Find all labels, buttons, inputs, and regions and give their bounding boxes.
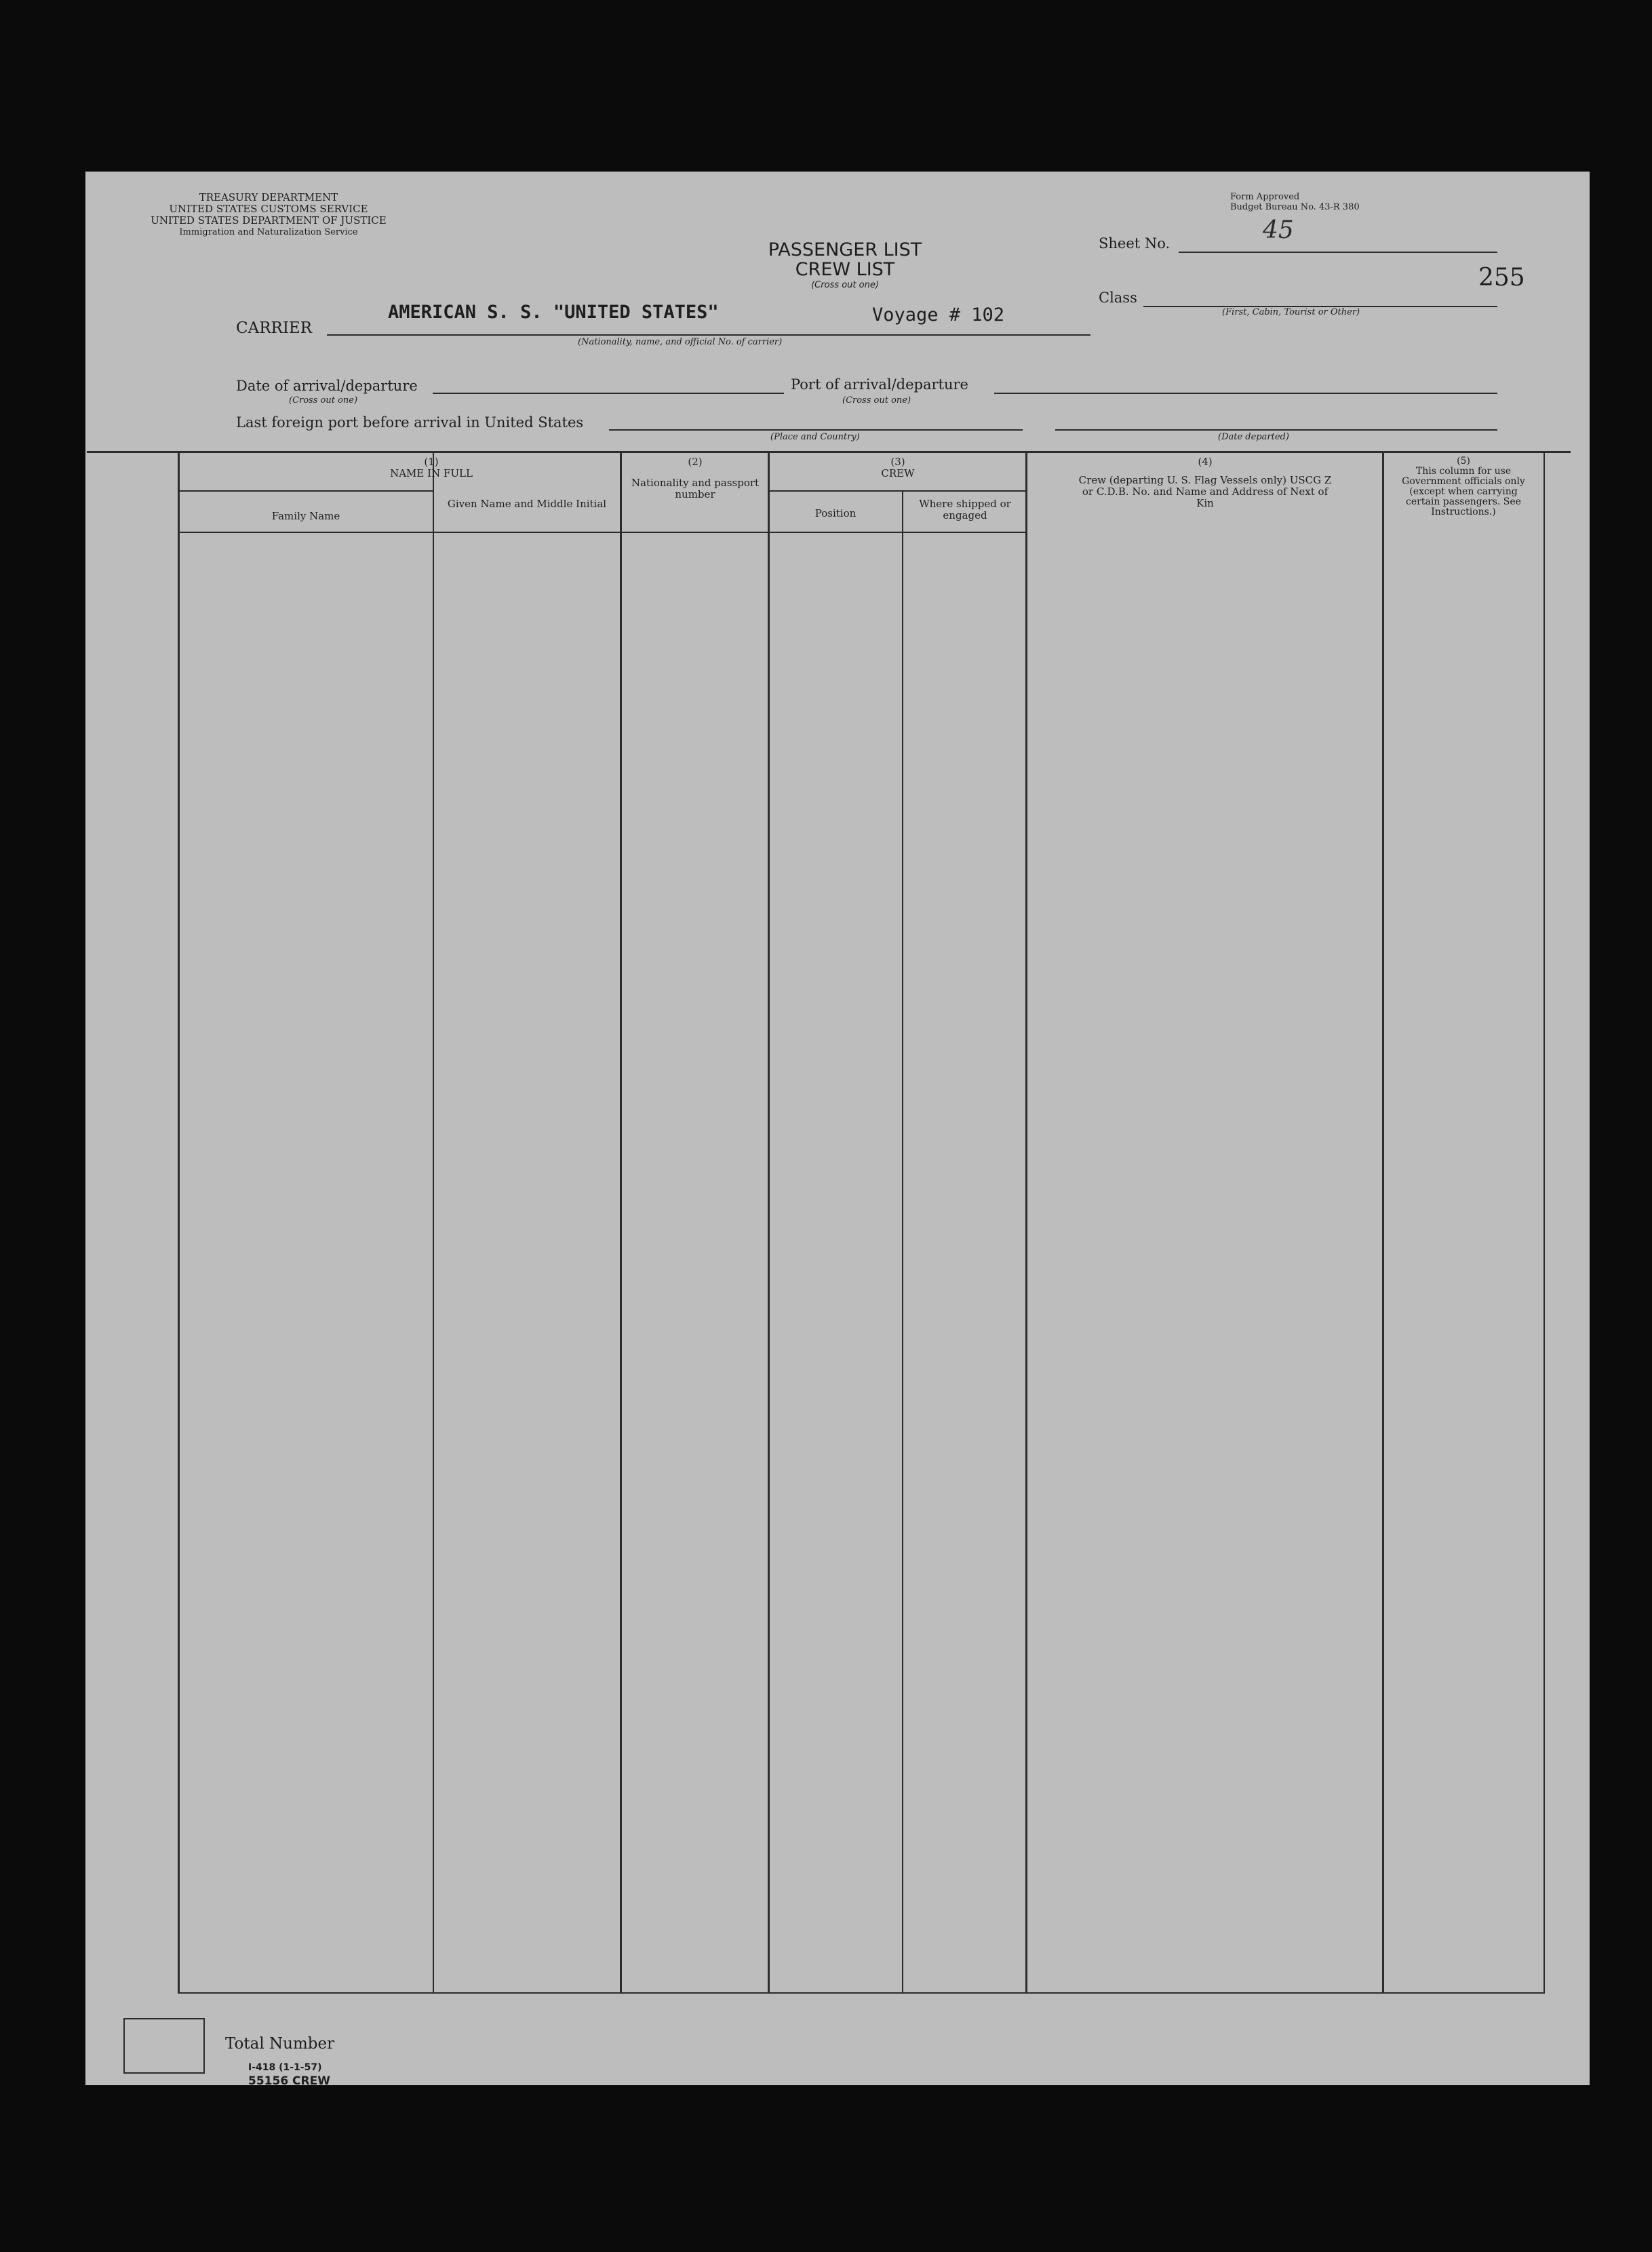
port-hint: (Cross out one) xyxy=(842,395,911,406)
title-passenger: PASSENGER LIST xyxy=(768,239,922,260)
col1-header xyxy=(180,456,682,479)
agency-block xyxy=(126,192,411,238)
carrier-value: AMERICAN S. S. "UNITED STATES" xyxy=(388,302,719,323)
class-label: Class xyxy=(1099,290,1137,306)
sheet-label: Sheet No. xyxy=(1099,235,1171,252)
voyage-number: Voyage # 102 xyxy=(872,304,1005,325)
col3-number: (3) xyxy=(890,456,905,468)
agency-line: TREASURY DEPARTMENT xyxy=(199,191,338,203)
total-number-box xyxy=(123,2018,205,2074)
total-number-label: Total Number xyxy=(225,2035,335,2053)
col5-number: (5) xyxy=(1457,456,1470,467)
last-port-label: Last foreign port before arrival in United States xyxy=(236,414,584,431)
agency-line: UNITED STATES DEPARTMENT OF JUSTICE xyxy=(151,214,387,226)
col1-number: (1) xyxy=(424,456,439,468)
date-label: Date of arrival/departure xyxy=(236,378,418,394)
col3-header xyxy=(770,456,1025,479)
col1-title: NAME IN FULL xyxy=(390,467,473,479)
col5-title: This column for use Government officials only (except when carrying certain passengers. See Instructions.) xyxy=(1402,466,1525,517)
page-number: 255 xyxy=(1478,264,1525,292)
col3-title: CREW xyxy=(881,467,915,479)
place-hint: (Place and Country) xyxy=(770,432,860,442)
cross-out-hint: (Cross out one) xyxy=(811,280,879,290)
col4-title: Crew (departing U. S. Flag Vessels only) USCG Z or C.D.B. No. and Name and Address of Next of Kin xyxy=(1078,474,1332,509)
col2-header xyxy=(624,456,766,500)
col-given-header: Given Name and Middle Initial xyxy=(447,498,607,510)
port-label: Port of arrival/departure xyxy=(791,376,968,393)
crew-code: 55156 CREW xyxy=(248,2074,330,2088)
form-approved xyxy=(1230,192,1360,212)
col4-number: (4) xyxy=(1198,456,1213,468)
col2-title: Nationality and passport number xyxy=(631,477,760,500)
col-position-header: Position xyxy=(814,507,857,519)
agency-line: UNITED STATES CUSTOMS SERVICE xyxy=(169,203,368,215)
col4-header xyxy=(1029,456,1381,509)
col2-number: (2) xyxy=(688,456,703,468)
agency-line: Immigration and Naturalization Service xyxy=(179,227,358,237)
sheet-number: 45 xyxy=(1263,216,1294,244)
class-hint: (First, Cabin, Tourist or Other) xyxy=(1222,307,1360,317)
form-title xyxy=(730,239,960,290)
carrier-hint: (Nationality, name, and official No. of carrier) xyxy=(578,337,783,347)
title-crew: CREW LIST xyxy=(795,259,895,280)
carrier-label: CARRIER xyxy=(236,319,313,337)
date-departed-hint: (Date departed) xyxy=(1218,432,1289,442)
form-number: I-418 (1-1-57) xyxy=(248,2062,322,2073)
form-approved-line: Form Approved xyxy=(1230,192,1300,202)
col-family-header: Family Name xyxy=(271,510,340,522)
col5-header xyxy=(1385,456,1542,517)
col-shipped-header: Where shipped or engaged xyxy=(919,498,1011,521)
form-approved-line: Budget Bureau No. 43-R 380 xyxy=(1230,202,1360,212)
date-hint: (Cross out one) xyxy=(289,395,358,406)
crew-list-form xyxy=(85,172,1590,2088)
